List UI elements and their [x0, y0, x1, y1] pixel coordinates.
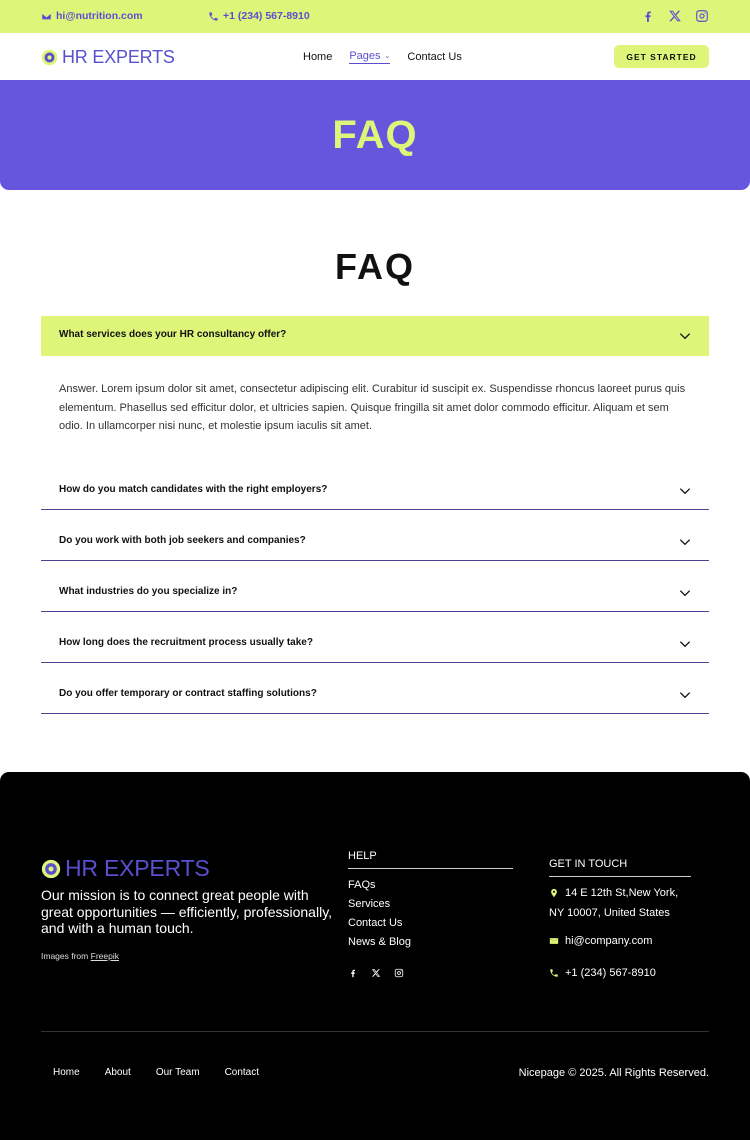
instagram-icon[interactable]	[695, 9, 709, 23]
faq-item[interactable]	[41, 520, 709, 561]
hero-banner	[0, 80, 750, 190]
footer-logo[interactable]	[41, 855, 210, 882]
faq-question: Do you work with both job seekers and companies?	[59, 535, 306, 546]
faq-question: What industries do you specialize in?	[59, 586, 238, 597]
chevron-down-icon: ⌄	[384, 53, 391, 60]
contact-email-text: hi@company.com	[565, 935, 653, 947]
footer-nav-contact[interactable]: Contact	[224, 1067, 260, 1078]
contact-email[interactable]	[549, 931, 652, 951]
topbar-phone[interactable]	[208, 10, 310, 22]
main-nav	[303, 50, 462, 64]
footer-nav-about[interactable]: About	[104, 1067, 131, 1078]
nav-contact-us[interactable]: Contact Us	[407, 51, 462, 63]
footer-mission: Our mission is to connect great people with great opportunities — efficiently, professionally, and with a human touch.	[41, 887, 333, 936]
nav-home[interactable]: Home	[303, 51, 333, 63]
phone-icon	[549, 968, 559, 978]
footer-nav-our-team[interactable]: Our Team	[155, 1067, 200, 1078]
faq-item[interactable]	[41, 673, 709, 714]
envelope-icon	[41, 11, 52, 22]
footer-social	[348, 968, 404, 978]
footer-nav-home[interactable]: Home	[53, 1067, 80, 1078]
faq-answer: Answer. Lorem ipsum dolor sit amet, consectetur adipiscing elit. Curabitur id suscipit ex. Suspendisse rhoncus laoreet purus quis elementum. Phasellus sed efficitur dolor, et ultricies sapien. Quisque fringilla sit amet dolor commodo efficitur. Aliquam et sem odio. In ullamcorper nisi nunc, et molestie ipsum iaculis sit amet.	[59, 383, 686, 432]
faq-question: What services does your HR consultancy offer?	[59, 329, 287, 340]
faq-question: How do you match candidates with the right employers?	[59, 484, 328, 495]
top-bar	[0, 0, 750, 33]
chevron-down-icon	[678, 329, 692, 343]
footer-divider	[41, 1031, 709, 1032]
help-links	[348, 879, 411, 948]
phone-icon	[208, 11, 219, 22]
facebook-icon[interactable]	[641, 9, 655, 23]
faq-question: Do you offer temporary or contract staffing solutions?	[59, 688, 317, 699]
address-text	[549, 883, 679, 923]
chevron-down-icon	[678, 484, 692, 498]
x-icon[interactable]	[668, 9, 682, 23]
faq-section-title: FAQ	[334, 246, 415, 287]
header-logo[interactable]	[41, 47, 175, 68]
faq-question: How long does the recruitment process usually take?	[59, 637, 313, 648]
logo-mark-icon	[41, 49, 58, 66]
topbar-email-text: hi@nutrition.com	[56, 10, 143, 22]
address-line2: NY 10007, United States	[549, 907, 670, 919]
x-icon[interactable]	[371, 968, 381, 978]
logo-mark-icon	[41, 859, 61, 879]
chevron-down-icon	[678, 535, 692, 549]
image-credit	[41, 951, 119, 961]
faq-item[interactable]	[41, 469, 709, 510]
envelope-icon	[549, 936, 559, 946]
site-footer	[0, 772, 750, 1140]
chevron-down-icon	[678, 637, 692, 651]
help-title: HELP	[348, 850, 513, 869]
help-link-contact-us[interactable]: Contact Us	[348, 917, 403, 929]
faq-item[interactable]	[41, 571, 709, 612]
footer-nav	[53, 1067, 259, 1078]
nav-pages[interactable]	[349, 50, 390, 64]
site-header	[0, 33, 750, 80]
contact-address	[549, 883, 678, 923]
help-link-services[interactable]: Services	[348, 898, 391, 910]
help-link-news-blog[interactable]: News & Blog	[348, 936, 411, 948]
topbar-email[interactable]	[41, 10, 143, 22]
chevron-down-icon	[678, 586, 692, 600]
address-line1: 14 E 12th St,New York,	[565, 887, 679, 899]
image-credit-prefix: Images from	[41, 951, 89, 961]
get-started-button[interactable]: GET STARTED	[614, 45, 709, 68]
contact-title: GET IN TOUCH	[549, 858, 691, 877]
nav-pages-label: Pages	[349, 50, 381, 62]
chevron-down-icon	[678, 688, 692, 702]
hero-title: FAQ	[332, 112, 418, 157]
facebook-icon[interactable]	[348, 968, 358, 978]
copyright: Nicepage © 2025. All Rights Reserved.	[518, 1067, 709, 1079]
faq-item[interactable]	[41, 622, 709, 663]
contact-phone[interactable]	[549, 963, 656, 983]
topbar-social	[641, 9, 709, 23]
logo-text: HR EXPERTS	[62, 47, 175, 67]
topbar-phone-text: +1 (234) 567-8910	[223, 10, 310, 22]
freepik-link[interactable]: Freepik	[90, 951, 119, 961]
faq-item-open[interactable]	[41, 316, 709, 356]
contact-phone-text: +1 (234) 567-8910	[565, 967, 656, 979]
footer-logo-text: HR EXPERTS	[65, 855, 210, 881]
instagram-icon[interactable]	[394, 968, 404, 978]
map-pin-icon	[549, 888, 559, 898]
help-link-faqs[interactable]: FAQs	[348, 879, 376, 891]
